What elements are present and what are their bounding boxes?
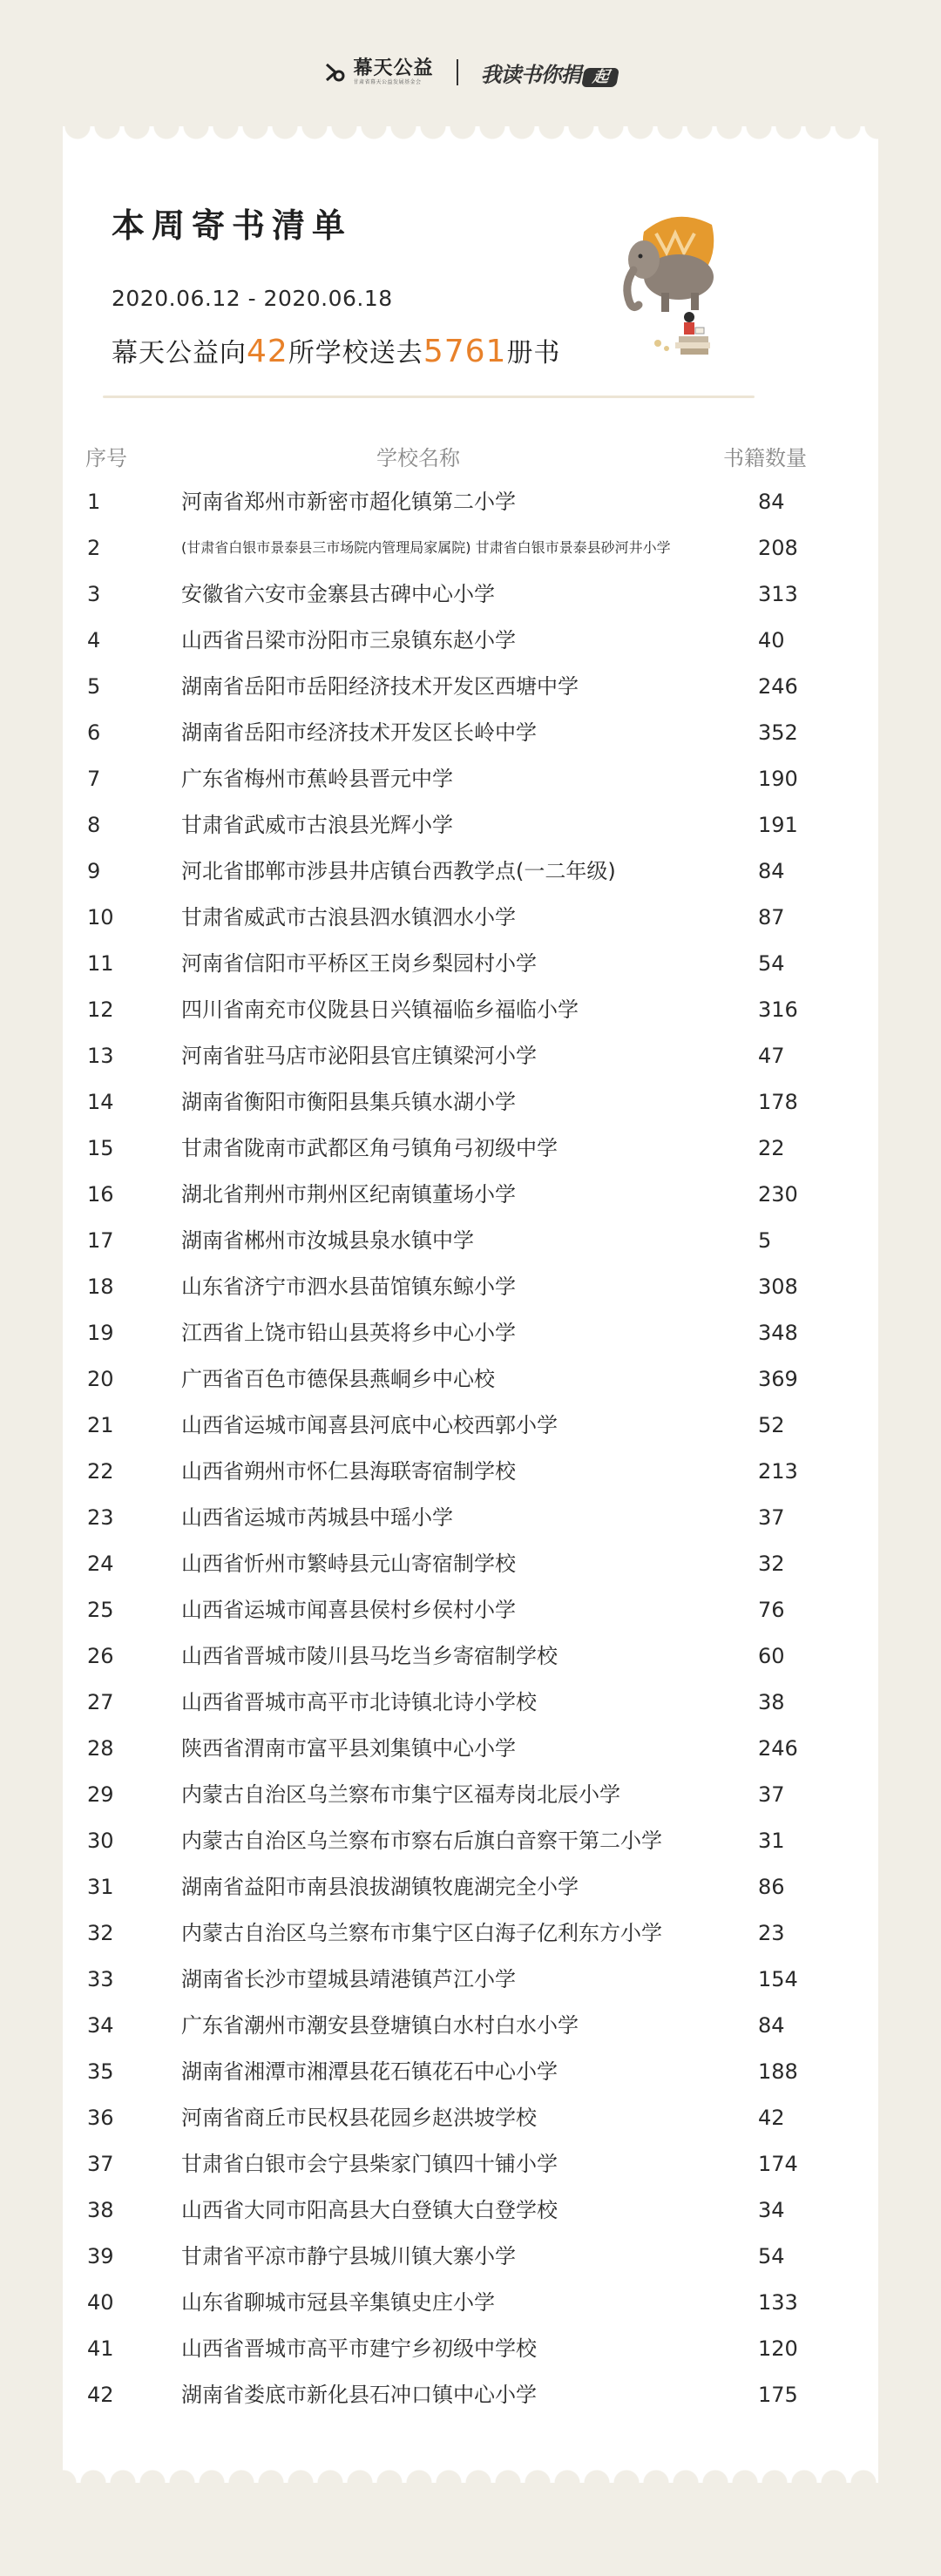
row-school-name: 广西省百色市德保县燕峒乡中心校 — [181, 1367, 495, 1391]
table-row — [0, 1225, 941, 1271]
row-school-name: 湖南省益阳市南县浪拔湖镇牧鹿湖完全小学 — [181, 1875, 579, 1899]
row-school-name: 湖南省衡阳市衡阳县集兵镇水湖小学 — [181, 1090, 516, 1114]
row-book-count: 190 — [758, 767, 798, 791]
row-index: 26 — [87, 1644, 114, 1668]
row-book-count: 230 — [758, 1182, 798, 1207]
table-row — [0, 1548, 941, 1594]
row-index: 34 — [87, 2013, 114, 2038]
row-book-count: 352 — [758, 720, 798, 745]
table-row — [0, 1271, 941, 1317]
row-school-name: 湖南省郴州市汝城县泉水镇中学 — [181, 1228, 474, 1253]
row-school-name: 河南省驻马店市泌阳县官庄镇梁河小学 — [181, 1044, 537, 1068]
table-row — [0, 1040, 941, 1086]
row-book-count: 308 — [758, 1274, 798, 1299]
row-book-count: 52 — [758, 1413, 785, 1437]
row-index: 33 — [87, 1967, 114, 1991]
brand-name: 幕天公益 — [353, 57, 434, 79]
row-school-name: 山西省朔州市怀仁县海联寄宿制学校 — [181, 1459, 516, 1484]
row-book-count: 37 — [758, 1782, 785, 1807]
row-book-count: 37 — [758, 1505, 785, 1530]
row-book-count: 213 — [758, 1459, 798, 1484]
row-index: 7 — [87, 767, 101, 791]
row-school-name: (甘肃省白银市景泰县三市场院内管理局家属院) 甘肃省白银市景泰县砂河井小学 — [181, 539, 671, 556]
row-index: 25 — [87, 1598, 114, 1622]
row-index: 29 — [87, 1782, 114, 1807]
row-index: 13 — [87, 1044, 114, 1068]
table-row — [0, 2241, 941, 2287]
row-school-name: 河北省邯郸市涉县井店镇台西教学点(一二年级) — [181, 859, 616, 883]
row-index: 2 — [87, 536, 101, 560]
row-index: 24 — [87, 1552, 114, 1576]
table-row — [0, 1825, 941, 1871]
column-count-header: 书籍数量 — [723, 446, 807, 470]
summary-mid: 所学校送去 — [288, 338, 423, 368]
row-school-name: 四川省南充市仪陇县日兴镇福临乡福临小学 — [181, 997, 579, 1022]
row-book-count: 188 — [758, 2059, 798, 2084]
row-index: 9 — [87, 859, 101, 883]
table-row — [0, 2194, 941, 2241]
row-index: 21 — [87, 1413, 114, 1437]
row-index: 19 — [87, 1321, 114, 1345]
row-index: 30 — [87, 1829, 114, 1853]
row-school-name: 甘肃省平凉市静宁县城川镇大寨小学 — [181, 2244, 516, 2268]
partner-logo-text: 我读书你捐 — [480, 61, 581, 87]
row-index: 5 — [87, 674, 101, 699]
row-index: 28 — [87, 1736, 114, 1761]
table-row — [0, 855, 941, 902]
brand-header — [0, 51, 941, 94]
row-index: 1 — [87, 490, 101, 514]
row-book-count: 47 — [758, 1044, 785, 1068]
table-row — [0, 763, 941, 809]
row-school-name: 湖南省岳阳市岳阳经济技术开发区西塘中学 — [181, 674, 579, 699]
row-school-name: 河南省郑州市新密市超化镇第二小学 — [181, 490, 516, 514]
row-book-count: 31 — [758, 1829, 785, 1853]
mutian-logo — [323, 58, 433, 86]
row-index: 32 — [87, 1921, 114, 1945]
row-index: 20 — [87, 1367, 114, 1391]
row-book-count: 76 — [758, 1598, 785, 1622]
row-book-count: 313 — [758, 582, 798, 606]
table-row — [0, 1687, 941, 1733]
row-index: 10 — [87, 905, 114, 930]
mutian-logo-icon — [323, 61, 346, 84]
row-index: 38 — [87, 2198, 114, 2222]
row-book-count: 246 — [758, 1736, 798, 1761]
header-divider — [103, 396, 755, 398]
row-book-count: 5 — [758, 1228, 772, 1253]
row-index: 35 — [87, 2059, 114, 2084]
table-row — [0, 1964, 941, 2010]
table-row — [0, 1640, 941, 1687]
row-school-name: 山东省聊城市冠县辛集镇史庄小学 — [181, 2290, 495, 2315]
table-row — [0, 1733, 941, 1779]
row-school-name: 山西省晋城市陵川县马圪当乡寄宿制学校 — [181, 1644, 558, 1668]
row-book-count: 191 — [758, 813, 798, 837]
row-book-count: 175 — [758, 2383, 798, 2407]
row-book-count: 178 — [758, 1090, 798, 1114]
table-row — [0, 2102, 941, 2148]
row-book-count: 84 — [758, 2013, 785, 2038]
row-book-count: 22 — [758, 1136, 785, 1160]
row-school-name: 山西省运城市闻喜县侯村乡侯村小学 — [181, 1598, 516, 1622]
table-row — [0, 1917, 941, 1964]
table-row — [0, 1317, 941, 1363]
table-row — [0, 2287, 941, 2333]
row-school-name: 山西省运城市闻喜县河底中心校西郭小学 — [181, 1413, 558, 1437]
row-school-name: 江西省上饶市铅山县英将乡中心小学 — [181, 1321, 516, 1345]
page-title: 本周寄书清单 — [112, 206, 353, 245]
row-index: 8 — [87, 813, 101, 837]
row-school-name: 湖南省娄底市新化县石冲口镇中心小学 — [181, 2383, 537, 2407]
row-book-count: 54 — [758, 2244, 785, 2268]
table-row — [0, 486, 941, 532]
table-header — [0, 441, 941, 472]
row-school-name: 内蒙古自治区乌兰察布市集宁区福寿岗北辰小学 — [181, 1782, 620, 1807]
table-row — [0, 625, 941, 671]
partner-logo — [481, 57, 618, 88]
row-index: 15 — [87, 1136, 114, 1160]
row-index: 14 — [87, 1090, 114, 1114]
table-row — [0, 1132, 941, 1179]
table-row — [0, 2333, 941, 2379]
table-row — [0, 1410, 941, 1456]
table-row — [0, 532, 941, 578]
table-row — [0, 578, 941, 625]
partner-seal: 起 — [581, 68, 619, 87]
table-row — [0, 1779, 941, 1825]
row-school-name: 山西省晋城市高平市北诗镇北诗小学校 — [181, 1690, 537, 1714]
row-school-name: 山西省大同市阳高县大白登镇大白登学校 — [181, 2198, 558, 2222]
row-book-count: 120 — [758, 2336, 798, 2361]
book-count: 5761 — [423, 334, 507, 369]
row-school-name: 内蒙古自治区乌兰察布市集宁区白海子亿利东方小学 — [181, 1921, 662, 1945]
row-book-count: 84 — [758, 859, 785, 883]
row-school-name: 陕西省渭南市富平县刘集镇中心小学 — [181, 1736, 516, 1761]
brand-divider — [457, 59, 458, 85]
row-school-name: 安徽省六安市金寨县古碑中心小学 — [181, 582, 495, 606]
row-school-name: 山东省济宁市泗水县苗馆镇东鲸小学 — [181, 1274, 516, 1299]
table-row — [0, 2148, 941, 2194]
table-row — [0, 1871, 941, 1917]
row-index: 22 — [87, 1459, 114, 1484]
row-book-count: 23 — [758, 1921, 785, 1945]
row-index: 31 — [87, 1875, 114, 1899]
row-book-count: 246 — [758, 674, 798, 699]
row-book-count: 84 — [758, 490, 785, 514]
table-row — [0, 1594, 941, 1640]
row-school-name: 湖南省湘潭市湘潭县花石镇花石中心小学 — [181, 2059, 558, 2084]
row-index: 37 — [87, 2152, 114, 2176]
date-range: 2020.06.12 - 2020.06.18 — [112, 286, 393, 311]
row-school-name: 广东省潮州市潮安县登塘镇白水村白水小学 — [181, 2013, 579, 2038]
row-school-name: 山西省吕梁市汾阳市三泉镇东赵小学 — [181, 628, 516, 652]
row-book-count: 154 — [758, 1967, 798, 1991]
row-book-count: 54 — [758, 951, 785, 976]
table-row — [0, 1086, 941, 1132]
row-school-name: 山西省晋城市高平市建宁乡初级中学校 — [181, 2336, 537, 2361]
table-row — [0, 2010, 941, 2056]
row-book-count: 86 — [758, 1875, 785, 1899]
table-row — [0, 1363, 941, 1410]
table-row — [0, 717, 941, 763]
row-index: 3 — [87, 582, 101, 606]
row-index: 41 — [87, 2336, 114, 2361]
column-name-header: 学校名称 — [376, 446, 460, 470]
school-list — [0, 486, 941, 2425]
table-row — [0, 2056, 941, 2102]
row-school-name: 山西省忻州市繁峙县元山寄宿制学校 — [181, 1552, 516, 1576]
row-index: 36 — [87, 2106, 114, 2130]
elephant-balloon-illustration — [606, 190, 745, 364]
table-row — [0, 994, 941, 1040]
row-index: 39 — [87, 2244, 114, 2268]
row-book-count: 316 — [758, 997, 798, 1022]
column-index-header: 序号 — [85, 446, 127, 470]
row-book-count: 174 — [758, 2152, 798, 2176]
row-school-name: 甘肃省武威市古浪县光辉小学 — [181, 813, 453, 837]
row-index: 40 — [87, 2290, 114, 2315]
row-book-count: 60 — [758, 1644, 785, 1668]
row-school-name: 甘肃省陇南市武都区角弓镇角弓初级中学 — [181, 1136, 558, 1160]
row-index: 23 — [87, 1505, 114, 1530]
row-book-count: 87 — [758, 905, 785, 930]
table-row — [0, 2379, 941, 2425]
summary-suffix: 册书 — [506, 338, 561, 368]
row-school-name: 广东省梅州市蕉岭县晋元中学 — [181, 767, 453, 791]
row-book-count: 40 — [758, 628, 785, 652]
row-book-count: 369 — [758, 1367, 798, 1391]
school-count: 42 — [247, 334, 288, 369]
row-index: 17 — [87, 1228, 114, 1253]
table-row — [0, 948, 941, 994]
row-index: 42 — [87, 2383, 114, 2407]
row-book-count: 34 — [758, 2198, 785, 2222]
row-school-name: 湖北省荆州市荆州区纪南镇董场小学 — [181, 1182, 516, 1207]
row-book-count: 348 — [758, 1321, 798, 1345]
table-row — [0, 809, 941, 855]
row-index: 16 — [87, 1182, 114, 1207]
row-index: 11 — [87, 951, 114, 976]
table-row — [0, 1502, 941, 1548]
table-row — [0, 1456, 941, 1502]
summary-prefix: 幕天公益向 — [112, 338, 247, 368]
row-school-name: 山西省运城市芮城县中瑶小学 — [181, 1505, 453, 1530]
row-index: 27 — [87, 1690, 114, 1714]
table-row — [0, 671, 941, 717]
row-book-count: 208 — [758, 536, 798, 560]
row-index: 4 — [87, 628, 101, 652]
row-school-name: 甘肃省威武市古浪县泗水镇泗水小学 — [181, 905, 516, 930]
row-book-count: 38 — [758, 1690, 785, 1714]
row-school-name: 甘肃省白银市会宁县柴家门镇四十铺小学 — [181, 2152, 558, 2176]
row-index: 6 — [87, 720, 101, 745]
summary-line — [112, 331, 560, 369]
row-school-name: 湖南省长沙市望城县靖港镇芦江小学 — [181, 1967, 516, 1991]
row-school-name: 河南省商丘市民权县花园乡赵洪坡学校 — [181, 2106, 537, 2130]
table-row — [0, 902, 941, 948]
row-book-count: 32 — [758, 1552, 785, 1576]
row-book-count: 42 — [758, 2106, 785, 2130]
brand-subtitle: 甘肃省幕天公益发展基金会 — [353, 79, 422, 85]
table-row — [0, 1179, 941, 1225]
row-index: 18 — [87, 1274, 114, 1299]
row-book-count: 133 — [758, 2290, 798, 2315]
row-school-name: 河南省信阳市平桥区王岗乡梨园村小学 — [181, 951, 537, 976]
row-index: 12 — [87, 997, 114, 1022]
row-school-name: 内蒙古自治区乌兰察布市察右后旗白音察干第二小学 — [181, 1829, 662, 1853]
row-school-name: 湖南省岳阳市经济技术开发区长岭中学 — [181, 720, 537, 745]
